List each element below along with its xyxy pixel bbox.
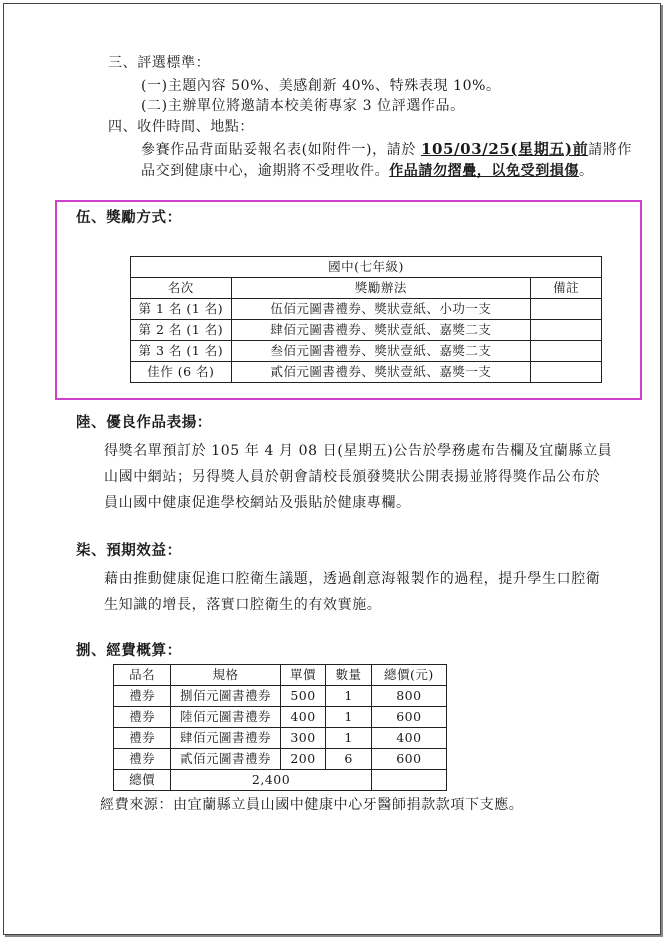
award-prize: 伍佰元圖書禮券、獎狀壹紙、小功一支	[231, 299, 531, 320]
publicity-line-2: 山國中網站；另得獎人員於朝會請校長頒發獎狀公開表揚並將得獎作品公布於	[104, 469, 601, 485]
awards-grade-title: 國中(七年級)	[131, 257, 602, 278]
table-row	[131, 362, 602, 383]
budget-header-spec: 規格	[171, 665, 280, 686]
budget-total-empty	[371, 770, 446, 791]
budget-price: 300	[280, 728, 326, 749]
budget-header-qty: 數量	[326, 665, 371, 686]
award-prize: 貳佰元圖書禮券、獎狀壹紙、嘉獎一支	[231, 362, 531, 383]
benefits-heading: 柒、預期效益：	[76, 542, 182, 559]
table-row	[131, 320, 602, 341]
collection-line1-pre: 參賽作品背面貼妥報名表(如附件一)，請於	[141, 142, 421, 158]
budget-item: 禮券	[114, 749, 171, 770]
award-rank: 第 2 名 (1 名)	[131, 320, 232, 341]
budget-spec: 肆佰元圖書禮券	[171, 728, 280, 749]
budget-source: 經費來源：由宜蘭縣立員山國中健康中心牙醫師捐款款項下支應。	[100, 797, 524, 813]
budget-qty: 6	[326, 749, 371, 770]
collection-line-1	[141, 140, 632, 159]
budget-heading: 捌、經費概算：	[76, 642, 182, 659]
collection-line2-end: 。	[579, 163, 594, 179]
budget-total-value: 2,400	[171, 770, 372, 791]
budget-header-item: 品名	[114, 665, 171, 686]
collection-line-2	[141, 162, 594, 180]
award-rank: 第 3 名 (1 名)	[131, 341, 232, 362]
award-note	[531, 362, 602, 383]
publicity-line-3: 員山國中健康促進學校網站及張貼於健康專欄。	[104, 495, 411, 511]
award-note	[531, 341, 602, 362]
criteria-item-1: (一)主題內容 50%、美感創新 40%、特殊表現 10%。	[141, 78, 501, 94]
budget-total-label: 總價	[114, 770, 171, 791]
award-prize: 肆佰元圖書禮券、獎狀壹紙、嘉獎二支	[231, 320, 531, 341]
budget-table	[113, 664, 447, 791]
awards-header-prize: 獎勵辦法	[231, 278, 531, 299]
publicity-line-1: 得獎名單預訂於 105 年 4 月 08 日(星期五)公告於學務處布告欄及宜蘭縣立員	[104, 443, 613, 459]
budget-total: 800	[371, 686, 446, 707]
budget-qty: 1	[326, 707, 371, 728]
table-row	[114, 707, 447, 728]
collection-heading: 四、收件時間、地點：	[108, 119, 254, 135]
budget-header-price: 單價	[280, 665, 326, 686]
award-note	[531, 320, 602, 341]
budget-total: 600	[371, 749, 446, 770]
budget-total: 600	[371, 707, 446, 728]
budget-qty: 1	[326, 728, 371, 749]
awards-table	[130, 256, 602, 383]
awards-heading: 伍、獎勵方式：	[76, 209, 182, 226]
table-row	[131, 299, 602, 320]
collection-line1-post: 請將作	[588, 142, 633, 158]
table-row	[114, 686, 447, 707]
budget-price: 400	[280, 707, 326, 728]
budget-item: 禮券	[114, 728, 171, 749]
awards-header-rank: 名次	[131, 278, 232, 299]
budget-price: 200	[280, 749, 326, 770]
collection-deadline: 105/03/25(星期五)前	[420, 140, 589, 158]
budget-qty: 1	[326, 686, 371, 707]
table-row	[131, 341, 602, 362]
budget-item: 禮券	[114, 686, 171, 707]
award-rank: 第 1 名 (1 名)	[131, 299, 232, 320]
collection-warning: 作品請勿摺疊，以免受到損傷	[389, 163, 580, 179]
budget-header-total: 總價(元)	[371, 665, 446, 686]
budget-total-row	[114, 770, 447, 791]
budget-spec: 陸佰元圖書禮券	[171, 707, 280, 728]
award-note	[531, 299, 602, 320]
award-rank: 佳作 (6 名)	[131, 362, 232, 383]
budget-spec: 貳佰元圖書禮券	[171, 749, 280, 770]
budget-total: 400	[371, 728, 446, 749]
benefits-line-1: 藉由推動健康促進口腔衛生議題，透過創意海報製作的過程，提升學生口腔衛	[104, 571, 601, 587]
criteria-item-2: (二)主辦單位將邀請本校美術專家 3 位評選作品。	[141, 98, 465, 114]
budget-spec: 捌佰元圖書禮券	[171, 686, 280, 707]
budget-item: 禮券	[114, 707, 171, 728]
publicity-heading: 陸、優良作品表揚：	[76, 414, 212, 431]
awards-header-note: 備註	[531, 278, 602, 299]
collection-line2-pre: 品交到健康中心，逾期將不受理收件。	[141, 163, 390, 179]
criteria-heading: 三、評選標準：	[108, 55, 211, 71]
award-prize: 叁佰元圖書禮券、獎狀壹紙、嘉獎二支	[231, 341, 531, 362]
budget-price: 500	[280, 686, 326, 707]
table-row	[114, 728, 447, 749]
benefits-line-2: 生知識的增長，落實口腔衛生的有效實施。	[104, 597, 382, 613]
table-row	[114, 749, 447, 770]
